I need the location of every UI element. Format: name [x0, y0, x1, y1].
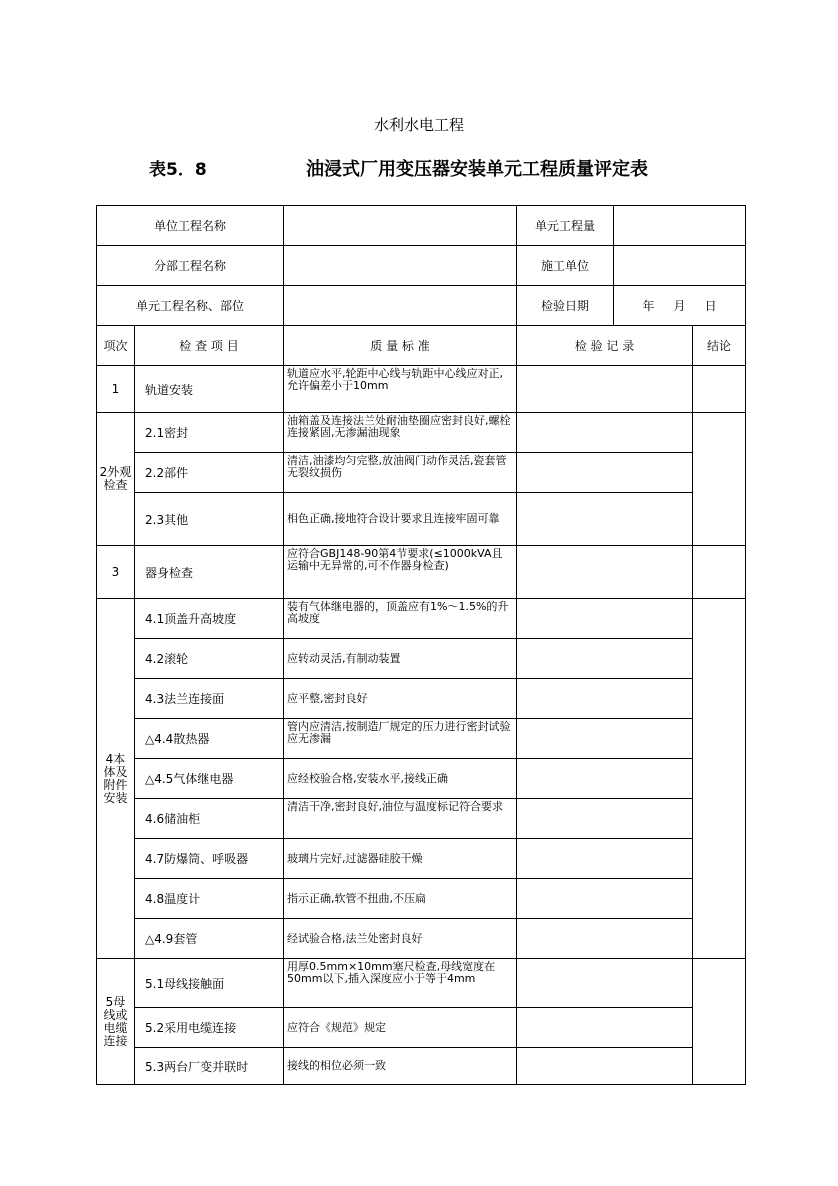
item-cell: △4.5气体继电器 [135, 759, 284, 799]
item-cell: 5.3两台厂变并联时 [135, 1048, 284, 1085]
group-cell: 1 [97, 366, 135, 413]
sub-project-name-label: 分部工程名称 [97, 246, 284, 286]
unit-project-name-field[interactable] [284, 206, 517, 246]
record-cell[interactable] [517, 879, 693, 919]
construction-unit-field[interactable] [614, 246, 746, 286]
element-name-field[interactable] [284, 286, 517, 326]
table-row [97, 1048, 746, 1085]
table-title: 油浸式厂用变压器安装单元工程质量评定表 [306, 159, 648, 180]
table-row [97, 1008, 746, 1048]
table-row [97, 453, 746, 493]
col-header-no: 项次 [97, 326, 135, 366]
group-cell: 4本 体及 附件 安装 [97, 599, 135, 959]
standard-cell: 玻璃片完好,过滤器硅胶干燥 [284, 839, 517, 879]
table-row [97, 493, 746, 546]
group-cell: 5母 线或 电缆 连接 [97, 959, 135, 1085]
table-row [97, 799, 746, 839]
standard-cell: 用厚0.5mm×10mm塞尺检查,母线宽度在50mm以下,插入深度应小于等于4mm [284, 959, 517, 1008]
standard-cell: 轨道应水平,轮距中心线与轨距中心线应对正,允许偏差小于10mm [284, 366, 517, 413]
item-cell: 5.2采用电缆连接 [135, 1008, 284, 1048]
record-cell[interactable] [517, 679, 693, 719]
info-row-unit-project [97, 206, 746, 246]
element-name-label: 单元工程名称、部位 [97, 286, 284, 326]
standard-cell: 清洁干净,密封良好,油位与温度标记符合要求 [284, 799, 517, 839]
table-row [97, 919, 746, 959]
inspection-date-label: 检验日期 [517, 286, 614, 326]
date-day: 日 [704, 299, 717, 313]
standard-cell: 应平整,密封良好 [284, 679, 517, 719]
table-row [97, 546, 746, 599]
col-header-item: 检 查 项 目 [135, 326, 284, 366]
construction-unit-label: 施工单位 [517, 246, 614, 286]
col-header-conclusion: 结论 [693, 326, 746, 366]
table-row [97, 366, 746, 413]
item-cell: △4.9套管 [135, 919, 284, 959]
record-cell[interactable] [517, 639, 693, 679]
record-cell[interactable] [517, 759, 693, 799]
group-cell: 3 [97, 546, 135, 599]
conclusion-cell[interactable] [693, 546, 746, 599]
quality-assessment-table [96, 205, 746, 1085]
conclusion-cell[interactable] [693, 366, 746, 413]
standard-cell: 油箱盖及连接法兰处耐油垫圈应密封良好,螺栓连接紧固,无渗漏油现象 [284, 413, 517, 453]
item-cell: 4.7防爆筒、呼吸器 [135, 839, 284, 879]
conclusion-cell[interactable] [693, 959, 746, 1085]
info-row-element [97, 286, 746, 326]
record-cell[interactable] [517, 599, 693, 639]
standard-cell: 接线的相位必须一致 [284, 1048, 517, 1085]
record-cell[interactable] [517, 1008, 693, 1048]
item-cell: 4.1顶盖升高坡度 [135, 599, 284, 639]
table-row [97, 719, 746, 759]
inspection-date-field[interactable] [614, 286, 746, 326]
record-cell[interactable] [517, 839, 693, 879]
item-cell: 4.2滚轮 [135, 639, 284, 679]
record-cell[interactable] [517, 546, 693, 599]
table-number: 表5．8 [149, 160, 207, 180]
table-row [97, 413, 746, 453]
date-year: 年 [642, 299, 655, 313]
record-cell[interactable] [517, 719, 693, 759]
standard-cell: 应符合《规范》规定 [284, 1008, 517, 1048]
col-header-record: 检 验 记 录 [517, 326, 693, 366]
table-row [97, 679, 746, 719]
item-cell: 2.2部件 [135, 453, 284, 493]
column-header-row [97, 326, 746, 366]
item-cell: △4.4散热器 [135, 719, 284, 759]
standard-cell: 管内应清洁,按制造厂规定的压力进行密封试验应无渗漏 [284, 719, 517, 759]
item-cell: 2.3其他 [135, 493, 284, 546]
standard-cell: 经试验合格,法兰处密封良好 [284, 919, 517, 959]
record-cell[interactable] [517, 493, 693, 546]
standard-cell: 清洁,油漆均匀完整,放油阀门动作灵活,瓷套管无裂纹损伤 [284, 453, 517, 493]
record-cell[interactable] [517, 413, 693, 453]
table-row [97, 839, 746, 879]
table-row [97, 759, 746, 799]
document-header: 水利水电工程 [373, 116, 464, 134]
record-cell[interactable] [517, 799, 693, 839]
standard-cell: 相色正确,接地符合设计要求且连接牢固可靠 [284, 493, 517, 546]
unit-quantity-label: 单元工程量 [517, 206, 614, 246]
standard-cell: 应经校验合格,安装水平,接线正确 [284, 759, 517, 799]
col-header-standard: 质 量 标 准 [284, 326, 517, 366]
table-row [97, 959, 746, 1008]
record-cell[interactable] [517, 919, 693, 959]
item-cell: 5.1母线接触面 [135, 959, 284, 1008]
item-cell: 4.8温度计 [135, 879, 284, 919]
item-cell: 4.6储油柜 [135, 799, 284, 839]
item-cell: 轨道安装 [135, 366, 284, 413]
standard-cell: 指示正确,软管不扭曲,不压扁 [284, 879, 517, 919]
record-cell[interactable] [517, 959, 693, 1008]
unit-quantity-field[interactable] [614, 206, 746, 246]
record-cell[interactable] [517, 1048, 693, 1085]
record-cell[interactable] [517, 366, 693, 413]
group-cell: 2外观 检查 [97, 413, 135, 546]
item-cell: 4.3法兰连接面 [135, 679, 284, 719]
table-row [97, 639, 746, 679]
conclusion-cell[interactable] [693, 599, 746, 959]
table-row [97, 879, 746, 919]
record-cell[interactable] [517, 453, 693, 493]
info-row-sub-project [97, 246, 746, 286]
item-cell: 器身检查 [135, 546, 284, 599]
standard-cell: 装有气体继电器的，顶盖应有1%～1.5%的升高坡度 [284, 599, 517, 639]
standard-cell: 应符合GBJ148-90第4节要求(≤1000kVA且运输中无异常的,可不作器身检查) [284, 546, 517, 599]
unit-project-name-label: 单位工程名称 [97, 206, 284, 246]
item-cell: 2.1密封 [135, 413, 284, 453]
sub-project-name-field[interactable] [284, 246, 517, 286]
table-row [97, 599, 746, 639]
conclusion-cell[interactable] [693, 413, 746, 546]
standard-cell: 应转动灵活,有制动装置 [284, 639, 517, 679]
date-month: 月 [673, 299, 686, 313]
